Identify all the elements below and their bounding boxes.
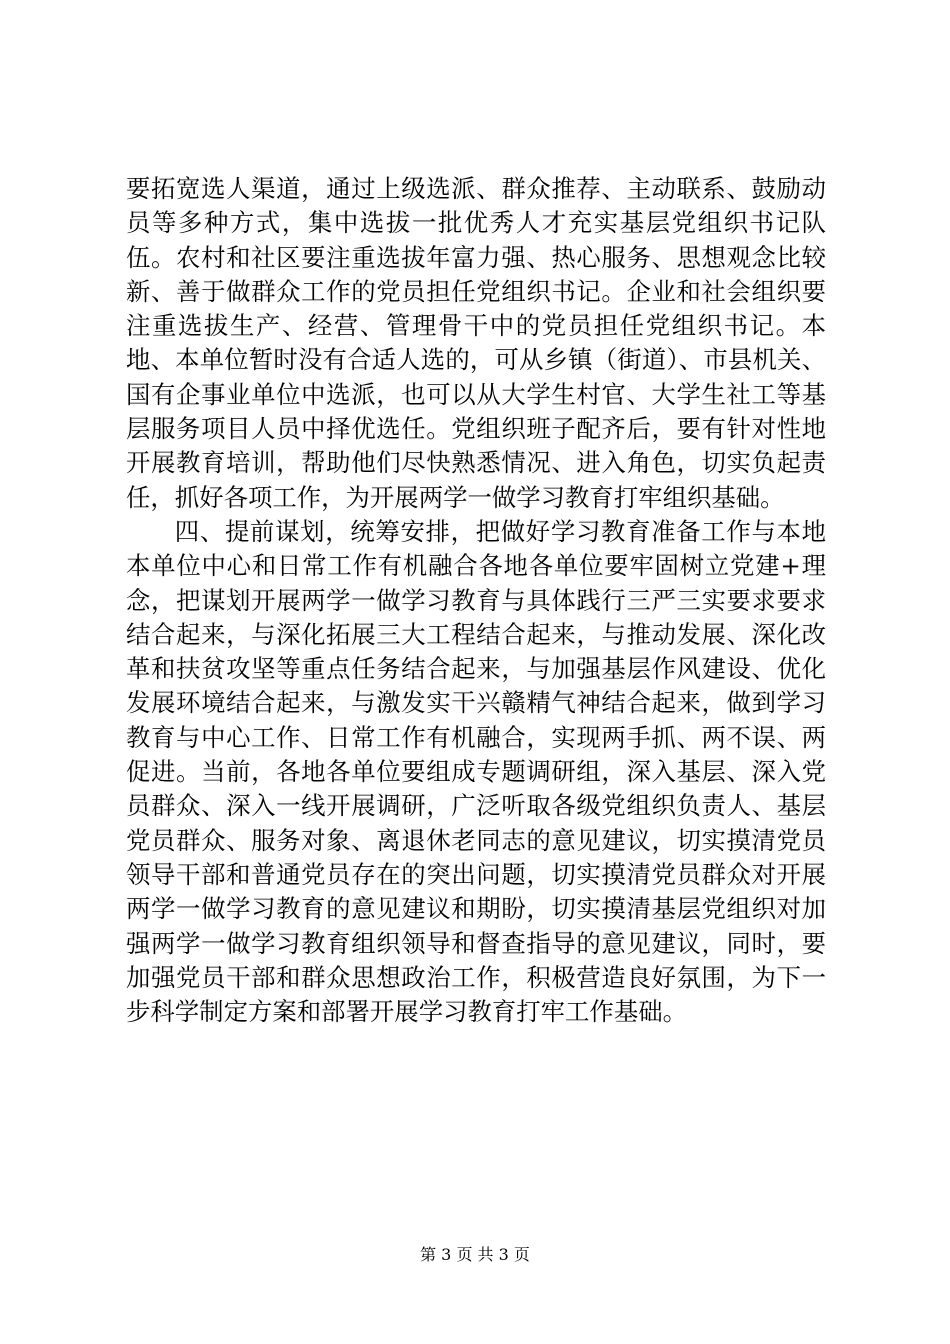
paragraph-continued: 要拓宽选人渠道，通过上级选派、群众推荐、主动联系、鼓励动员等多种方式，集中选拔一批优秀人才充实基层党组织书记队伍。农村和社区要注重选拔年富力强、热心服务、思想观念比较新、善于做群众工作的党员担任党组织书记。企业和社会组织要注重选拔生产、经营、管理骨干中的党员担任党组织书记。本地、本单位暂时没有合适人选的，可从乡镇（街道）、市县机关、国有企事业单位中选派，也可以从大学生村官、大学生社工等基层服务项目人员中择优选任。党组织班子配齐后，要有针对性地开展教育培训，帮助他们尽快熟悉情况、进入角色，切实负起责任，抓好各项工作，为开展两学一做学习教育打牢组织基础。	[126, 174, 826, 512]
document-body	[126, 172, 826, 1029]
paragraph-section-four-text: 四、提前谋划，统筹安排，把做好学习教育准备工作与本地本单位中心和日常工作有机融合各地各单位要牢固树立党建+理念，把谋划开展两学一做学习教育与具体践行三严三实要求要求结合起来，与深化拓展三大工程结合起来，与推动发展、深化改革和扶贫攻坚等重点任务结合起来，与加强基层作风建设、优化发展环境结合起来，与激发实干兴赣精气神结合起来，做到学习教育与中心工作、日常工作有机融合，实现两手抓、两不误、两促进。	[126, 516, 826, 787]
page-number-footer: 第 3 页 共 3 页	[420, 1245, 530, 1264]
paragraph-section-four	[126, 515, 826, 1029]
paragraph-section-four-tail: 当前，各地各单位要组成专题调研组，深入基层、深入党员群众、深入一线开展调研，广泛听取各级党组织负责人、基层党员群众、服务对象、离退休老同志的意见建议，切实摸清党员领导干部和普通党员存在的突出问题，切实摸清党员群众对开展两学一做学习教育的意见建议和期盼，切实摸清基层党组织对加强两学一做学习教育组织领导和督查指导的意见建议，同时，要加强党员干部和群众思想政治工作，积极营造良好氛围，为下一步科学制定方案和部署开展学习教育打牢工作基础。	[126, 757, 826, 1027]
